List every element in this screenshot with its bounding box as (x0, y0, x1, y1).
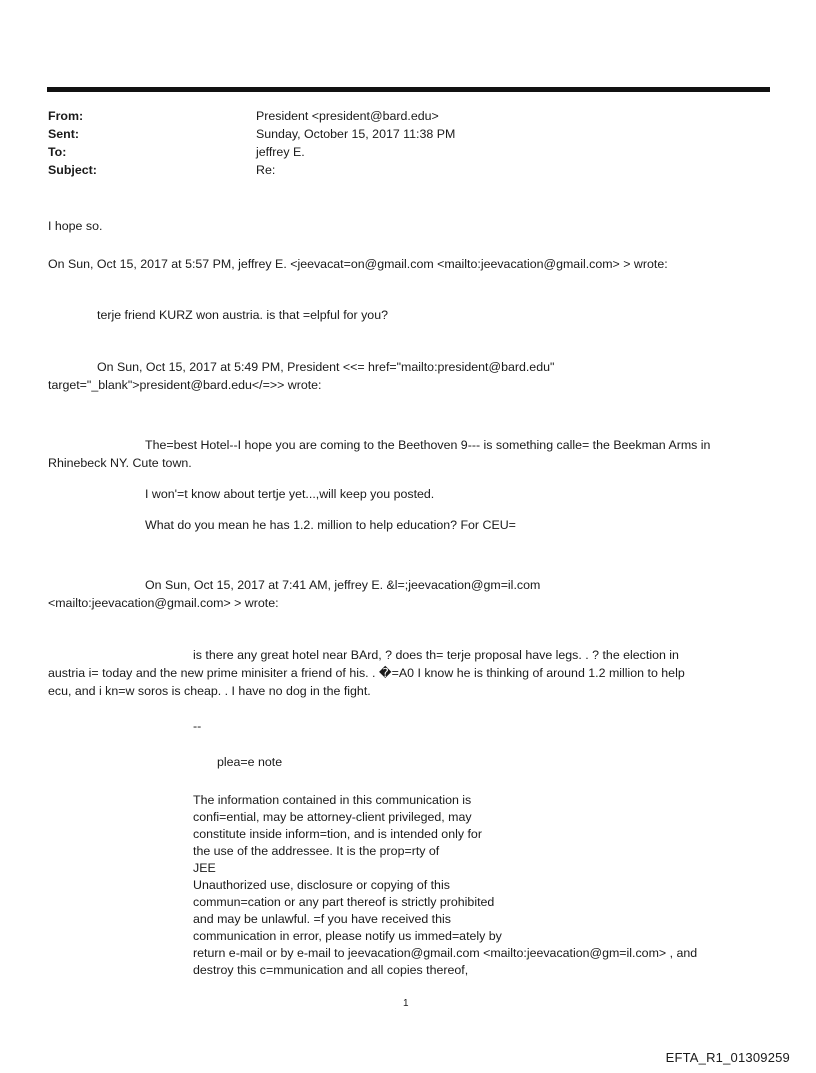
quote1-header: On Sun, Oct 15, 2017 at 5:57 PM, jeffrey E. <jeevacat=on@gmail.com <mailto:jeevacation@gmail.com> > wrote: (48, 257, 668, 271)
disclaimer-line: destroy this c=mmunication and all copies thereof, (193, 963, 469, 977)
disclaimer-line: Unauthorized use, disclosure or copying of this (193, 878, 450, 892)
sent-label: Sent: (48, 127, 79, 141)
from-label: From: (48, 109, 84, 123)
to-label: To: (48, 145, 67, 159)
signature-dash: -- (193, 719, 202, 733)
from-row (48, 109, 455, 127)
quote3-line2: austria i= today and the new prime minisiter a friend of his. . �=A0 I know he is thinking of around 1.2 million to help (48, 666, 685, 680)
disclaimer-line: The information contained in this communication is (193, 793, 472, 807)
quote1-text: terje friend KURZ won austria. is that =elpful for you? (97, 308, 388, 322)
disclaimer-line: commun=cation or any part thereof is strictly prohibited (193, 895, 495, 909)
from-value: President <president@bard.edu> (256, 109, 439, 123)
to-value: jeffrey E. (256, 145, 305, 159)
disclaimer-line: confi=ential, may be attorney-client privileged, may (193, 810, 472, 824)
disclaimer-line: JEE (193, 861, 216, 875)
quote2-para2: I won'=t know about tertje yet...,will keep you posted. (145, 487, 435, 501)
header-rule (47, 87, 770, 92)
quote3-line1: is there any great hotel near BArd, ? does th= terje proposal have legs. . ? the election in (193, 648, 679, 662)
quote3-header-line2: <mailto:jeevacation@gmail.com> > wrote: (48, 596, 279, 610)
disclaimer-line: return e-mail or by e-mail to jeevacation@gmail.com <mailto:jeevacation@gm=il.com> , and (193, 946, 698, 960)
disclaimer-line: communication in error, please notify us immed=ately by (193, 929, 502, 943)
signature-note: plea=e note (217, 755, 283, 769)
quote2-para3: What do you mean he has 1.2. million to help education? For CEU= (145, 518, 516, 532)
email-header (48, 109, 455, 181)
reply-text: I hope so. (48, 219, 103, 233)
subject-value: Re: (256, 163, 276, 177)
subject-label: Subject: (48, 163, 97, 177)
disclaimer-line: and may be unlawful. =f you have received this (193, 912, 451, 926)
disclaimer-line: the use of the addressee. It is the prop=rty of (193, 844, 440, 858)
quote3-header-line1: On Sun, Oct 15, 2017 at 7:41 AM, jeffrey E. &l=;jeevacation@gm=il.com (145, 578, 541, 592)
document-id: EFTA_R1_01309259 (665, 1050, 790, 1065)
quote2-header-line2: target="_blank">president@bard.edu</=>> wrote: (48, 378, 322, 392)
sent-value: Sunday, October 15, 2017 11:38 PM (256, 127, 456, 141)
subject-row (48, 163, 455, 181)
to-row (48, 145, 455, 163)
quote2-para1-line2: Rhinebeck NY. Cute town. (48, 456, 192, 470)
quote3-line3: ecu, and i kn=w soros is cheap. . I have no dog in the fight. (48, 684, 371, 698)
quote2-header-line1: On Sun, Oct 15, 2017 at 5:49 PM, President <<= href="mailto:president@bard.edu" (97, 360, 555, 374)
quote2-para1-line1: The=best Hotel--I hope you are coming to the Beethoven 9--- is something calle= the Beekman Arms in (145, 438, 711, 452)
disclaimer-line: constitute inside inform=tion, and is intended only for (193, 827, 482, 841)
sent-row (48, 127, 455, 145)
page-number: 1 (403, 998, 409, 1009)
